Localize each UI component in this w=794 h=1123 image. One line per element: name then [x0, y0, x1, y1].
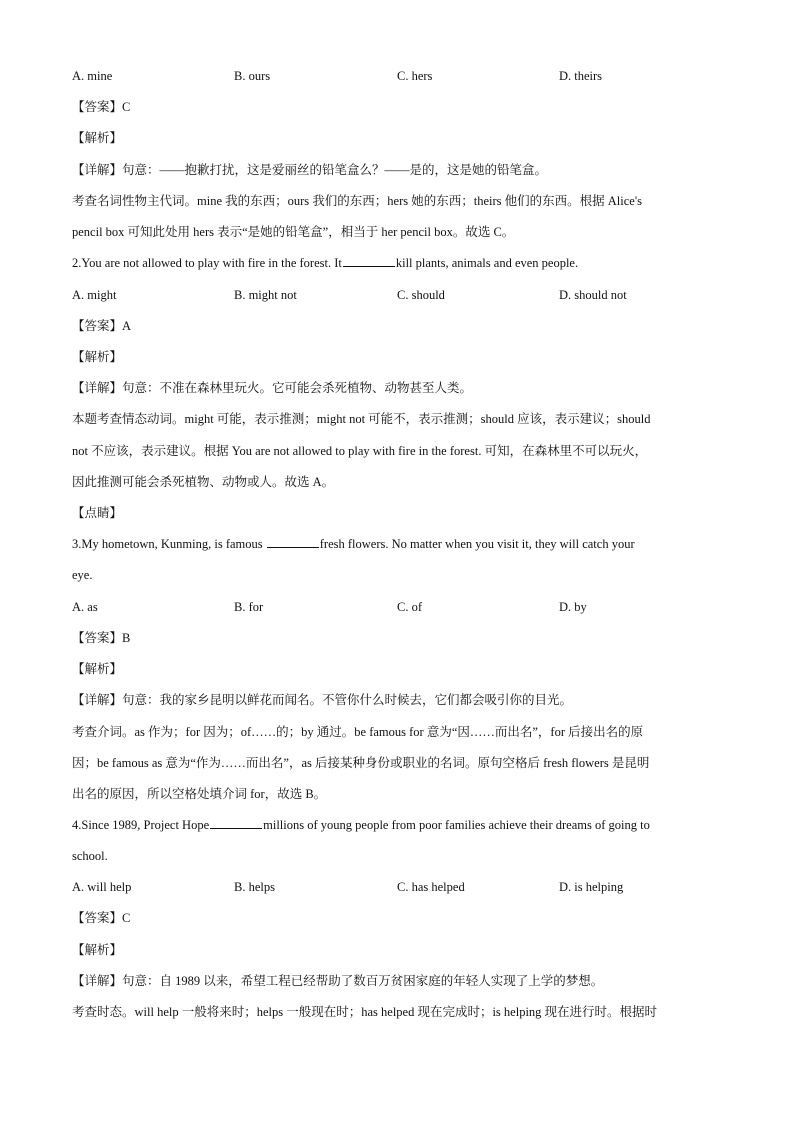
q3-stem-part-2: fresh flowers. No matter when you visit it, they will catch your [319, 537, 635, 551]
q2-stem [72, 253, 724, 273]
q4-stem-part-2: millions of young people from poor families achieve their dreams of going to [263, 818, 650, 832]
q3-explain-line-3: 出名的原因，所以空格处填介词 for，故选 B。 [72, 787, 327, 801]
q3-option-c: C. of [397, 600, 422, 614]
q4-analysis-label: 【解析】 [72, 943, 123, 957]
q3-option-b: B. for [234, 600, 264, 614]
q2-dianjing-label: 【点睛】 [72, 506, 123, 520]
q1-analysis-label: 【解析】 [72, 131, 123, 145]
q4-stem [72, 815, 724, 835]
q3-stem [72, 534, 724, 554]
q2-analysis-label: 【解析】 [72, 350, 123, 364]
q1-explain-line-2: pencil box 可知此处用 hers 表示“是她的铅笔盒”，相当于 her pencil box。故选 C。 [72, 225, 515, 239]
q2-option-b: B. might not [234, 288, 297, 302]
q3-stem-part-1: 3.My hometown, Kunming, is famous [72, 537, 263, 551]
q3-option-a: A. as [72, 600, 98, 614]
q1-option-a: A. mine [72, 69, 113, 83]
q4-stem-part-1: 4.Since 1989, Project Hope [72, 818, 210, 832]
q2-stem-part-2: kill plants, animals and even people. [395, 256, 579, 270]
q3-answer: 【答案】B [72, 631, 131, 645]
q4-stem-line-2: school. [72, 849, 108, 863]
q3-analysis-label: 【解析】 [72, 662, 123, 676]
q2-stem-part-1: 2.You are not allowed to play with fire in the forest. It [72, 256, 342, 270]
q4-option-c: C. has helped [397, 880, 465, 894]
q2-explain-line-3: 因此推测可能会杀死植物、动物或人。故选 A。 [72, 475, 335, 489]
q1-option-b: B. ours [234, 69, 271, 83]
q4-options [72, 877, 724, 897]
q3-stem-line-2: eye. [72, 568, 93, 582]
q3-options [72, 597, 724, 617]
q3-explain-line-1: 考查介词。as 作为；for 因为；of……的；by 通过。be famous for 意为“因……而出名”，for 后接出名的原 [72, 725, 644, 739]
q2-answer: 【答案】A [72, 319, 132, 333]
q1-option-c: C. hers [397, 69, 433, 83]
q3-blank [267, 535, 319, 548]
q4-explain-line-1: 考查时态。will help 一般将来时；helps 一般现在时；has helped 现在完成时；is helping 现在进行时。根据时 [72, 1005, 658, 1019]
q1-detail: 【详解】句意：——抱歉打扰，这是爱丽丝的铅笔盒么？——是的，这是她的铅笔盒。 [72, 163, 548, 177]
q4-detail: 【详解】句意：自 1989 以来，希望工程已经帮助了数百万贫困家庭的年轻人实现了上学的梦想。 [72, 974, 604, 988]
q2-option-a: A. might [72, 288, 117, 302]
q1-option-d: D. theirs [559, 69, 603, 83]
q3-option-d: D. by [559, 600, 587, 614]
q2-blank [343, 254, 395, 267]
q1-options [72, 66, 724, 86]
q4-blank [210, 816, 262, 829]
q4-option-b: B. helps [234, 880, 275, 894]
q1-explain-line-1: 考查名词性物主代词。mine 我的东西；ours 我们的东西；hers 她的东西；theirs 他们的东西。根据 Alice's [72, 194, 642, 208]
q2-options [72, 285, 724, 305]
q2-explain-line-2: not 不应该，表示建议。根据 You are not allowed to play with fire in the forest. 可知，在森林里不可以玩火， [72, 444, 648, 458]
q4-option-d: D. is helping [559, 880, 624, 894]
q3-detail: 【详解】句意：我的家乡昆明以鲜花而闻名。不管你什么时候去，它们都会吸引你的目光。 [72, 693, 573, 707]
q4-answer: 【答案】C [72, 911, 131, 925]
q2-option-c: C. should [397, 288, 445, 302]
q2-explain-line-1: 本题考查情态动词。might 可能，表示推测；might not 可能不，表示推测；should 应该，表示建议；should [72, 412, 651, 426]
q4-option-a: A. will help [72, 880, 132, 894]
q2-detail: 【详解】句意：不准在森林里玩火。它可能会杀死植物、动物甚至人类。 [72, 381, 473, 395]
q1-answer: 【答案】C [72, 100, 131, 114]
q2-option-d: D. should not [559, 288, 627, 302]
q3-explain-line-2: 因；be famous as 意为“作为……而出名”，as 后接某种身份或职业的名词。原句空格后 fresh flowers 是昆明 [72, 756, 650, 770]
